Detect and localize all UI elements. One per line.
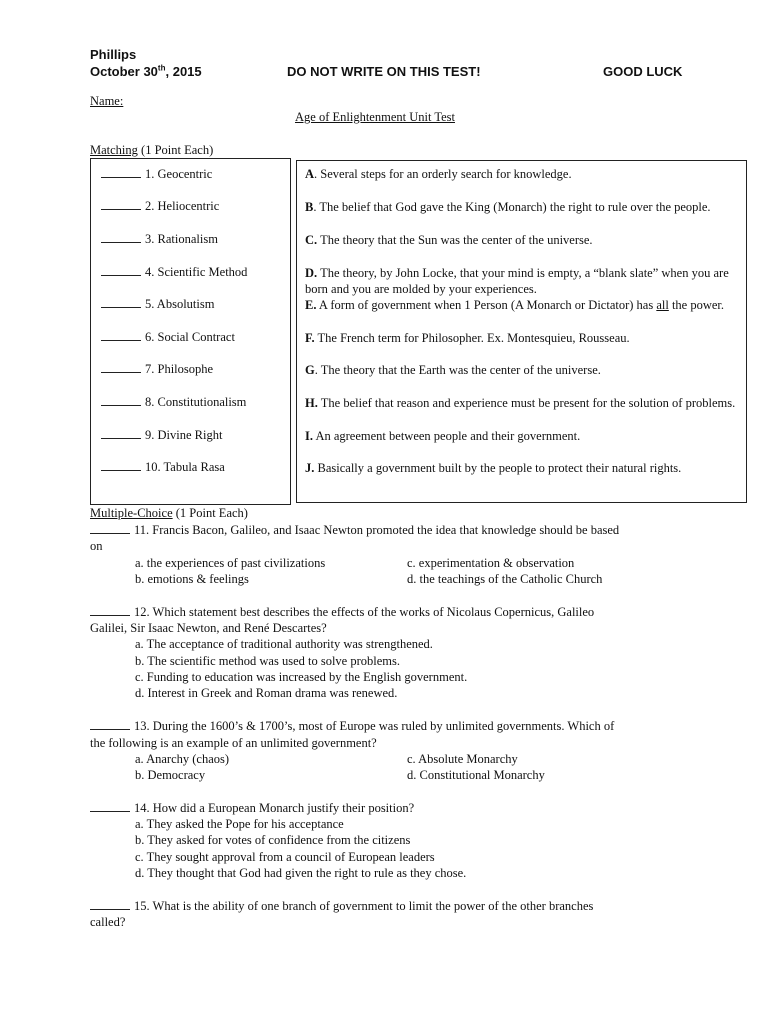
answer-blank[interactable] — [101, 166, 141, 178]
date-suffix: th — [157, 63, 166, 73]
term-label: 5. Absolutism — [145, 297, 215, 311]
answer-blank[interactable] — [90, 522, 130, 534]
term-label: 8. Constitutionalism — [145, 395, 247, 409]
choice-c: c. Absolute Monarchy — [407, 752, 518, 766]
definition-text: The theory that the Earth was the center of the universe. — [320, 363, 601, 377]
term-item — [101, 231, 218, 247]
definition-text: A form of government when 1 Person (A Monarch or Dictator) has — [318, 298, 657, 312]
definition-item: A. Several steps for an orderly search for knowledge. — [305, 167, 572, 181]
answer-blank[interactable] — [90, 800, 130, 812]
question-14 — [90, 800, 414, 816]
definition-text: The theory, by John Locke, that your mind is empty, a “blank slate” when you are born and you are molded by your experiences. — [305, 266, 729, 296]
choice-c: c. They sought approval from a council of European leaders — [135, 850, 435, 864]
term-item — [101, 459, 225, 475]
question-text: 12. Which statement best describes the effects of the works of Nicolaus Copernicus, Galileo — [134, 605, 595, 619]
definition-text: The theory that the Sun was the center of the universe. — [320, 233, 593, 247]
term-item — [101, 166, 212, 182]
question-15 — [90, 898, 593, 914]
definition-letter: B — [305, 200, 314, 214]
definition-text: An agreement between people and their government. — [315, 429, 581, 443]
definition-item — [305, 265, 739, 297]
term-label: 2. Heliocentric — [145, 199, 220, 213]
date-year: , 2015 — [165, 64, 202, 79]
choice-b: b. emotions & feelings — [135, 572, 249, 586]
choice-d: d. Constitutional Monarchy — [407, 768, 545, 782]
choice-c: c. experimentation & observation — [407, 556, 575, 570]
teacher-name: Phillips — [90, 47, 137, 62]
definition-letter: C. — [305, 233, 318, 247]
term-label: 10. Tabula Rasa — [145, 460, 225, 474]
definition-letter: G — [305, 363, 315, 377]
term-item — [101, 329, 235, 345]
term-item — [101, 427, 222, 443]
answer-blank[interactable] — [90, 604, 130, 616]
matching-heading — [90, 143, 213, 158]
mc-points: (1 Point Each) — [172, 506, 248, 520]
warning-text: DO NOT WRITE ON THIS TEST! — [287, 64, 481, 79]
choice-d: d. Interest in Greek and Roman drama was renewed. — [135, 686, 398, 700]
answer-blank[interactable] — [101, 427, 141, 439]
test-title: Age of Enlightenment Unit Test — [295, 110, 455, 124]
definition-text: The belief that reason and experience must be present for the solution of problems. — [320, 396, 736, 410]
term-label: 9. Divine Right — [145, 428, 223, 442]
definition-item — [305, 330, 739, 346]
term-label: 6. Social Contract — [145, 330, 235, 344]
definition-item — [305, 460, 739, 476]
definition-text: The belief that God gave the King (Monarch) the right to rule over the people. — [319, 200, 711, 214]
question-text-cont: on — [90, 539, 103, 553]
answer-blank[interactable] — [101, 459, 141, 471]
name-label: Name: — [90, 94, 124, 108]
definition-item: E. A form of government when 1 Person (A Monarch or Dictator) has all the power. — [305, 298, 725, 312]
answer-blank[interactable] — [101, 329, 141, 341]
question-11 — [90, 522, 619, 538]
term-item — [101, 394, 246, 410]
choice-a: a. The acceptance of traditional authority was strengthened. — [135, 637, 433, 651]
question-12 — [90, 604, 594, 620]
term-label: 1. Geocentric — [145, 167, 213, 181]
term-item — [101, 296, 214, 312]
answer-blank[interactable] — [90, 718, 130, 730]
answer-blank[interactable] — [101, 264, 141, 276]
answer-blank[interactable] — [90, 898, 130, 910]
question-text-cont: Galilei, Sir Isaac Newton, and René Descartes? — [90, 621, 327, 635]
choice-d: d. They thought that God had given the right to rule as they chose. — [135, 866, 467, 880]
mc-label: Multiple-Choice — [90, 506, 173, 520]
question-text: 11. Francis Bacon, Galileo, and Isaac Newton promoted the idea that knowledge should be based — [134, 523, 620, 537]
definition-text: Basically a government built by the people to protect their natural rights. — [317, 461, 682, 475]
definition-item — [305, 232, 739, 248]
definition-text: The French term for Philosopher. Ex. Montesquieu, Rousseau. — [317, 331, 630, 345]
choice-a: a. Anarchy (chaos) — [135, 752, 230, 766]
choice-a: a. the experiences of past civilizations — [135, 556, 326, 570]
date-text: October 30 — [90, 64, 158, 79]
answer-blank[interactable] — [101, 394, 141, 406]
definition-letter: A — [305, 167, 315, 181]
matching-label: Matching — [90, 143, 138, 157]
choice-a: a. They asked the Pope for his acceptance — [135, 817, 344, 831]
choice-c: c. Funding to education was increased by the English government. — [135, 670, 468, 684]
term-item — [101, 198, 219, 214]
term-label: 7. Philosophe — [145, 362, 214, 376]
test-date — [90, 64, 202, 79]
question-text: 13. During the 1600’s & 1700’s, most of Europe was ruled by unlimited governments. Which of — [134, 719, 615, 733]
definition-letter: I. — [305, 429, 313, 443]
definition-letter: J. — [305, 461, 315, 475]
definition-underlined: all — [656, 298, 669, 312]
choice-b: b. The scientific method was used to solve problems. — [135, 654, 400, 668]
choice-b: b. Democracy — [135, 768, 206, 782]
definition-letter: H. — [305, 396, 318, 410]
term-label: 4. Scientific Method — [145, 265, 248, 279]
definition-letter: D. — [305, 266, 318, 280]
matching-points: (1 Point Each) — [137, 143, 214, 157]
question-text: 15. What is the ability of one branch of government to limit the power of the other branches — [134, 899, 594, 913]
term-item — [101, 361, 213, 377]
question-text-cont: the following is an example of an unlimited government? — [90, 736, 377, 750]
term-label: 3. Rationalism — [145, 232, 218, 246]
definition-item: G. The theory that the Earth was the center of the universe. — [305, 363, 601, 377]
choice-d: d. the teachings of the Catholic Church — [407, 572, 603, 586]
answer-blank[interactable] — [101, 296, 141, 308]
question-text: 14. How did a European Monarch justify their position? — [134, 801, 415, 815]
definition-letter: F. — [305, 331, 315, 345]
definition-item: B. The belief that God gave the King (Monarch) the right to rule over the people. — [305, 200, 711, 214]
good-luck-text: GOOD LUCK — [603, 64, 683, 79]
definition-letter: E. — [305, 298, 317, 312]
mc-heading — [90, 506, 248, 521]
question-13 — [90, 718, 614, 734]
term-item — [101, 264, 247, 280]
choice-b: b. They asked for votes of confidence from the citizens — [135, 833, 411, 847]
answer-blank[interactable] — [101, 361, 141, 373]
answer-blank[interactable] — [101, 198, 141, 210]
definition-text: Several steps for an orderly search for knowledge. — [320, 167, 572, 181]
definition-item — [305, 428, 739, 444]
question-text-cont: called? — [90, 915, 126, 929]
answer-blank[interactable] — [101, 231, 141, 243]
definition-item — [305, 395, 739, 411]
